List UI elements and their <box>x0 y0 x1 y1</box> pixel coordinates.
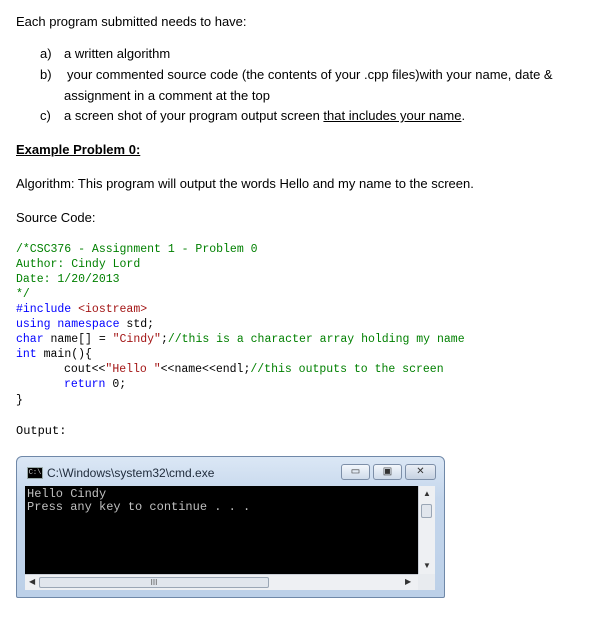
req-b-text-2: assignment in a comment at the top <box>64 88 270 103</box>
code-comment: //this outputs to the screen <box>250 363 444 376</box>
req-c-text <box>64 108 465 123</box>
code-comment-line: Date: 1/20/2013 <box>16 273 120 286</box>
source-label: Source Code: <box>16 210 96 225</box>
code-keyword: return <box>64 378 106 391</box>
code-text: main(){ <box>36 348 92 361</box>
vertical-scroll-thumb[interactable] <box>421 504 432 518</box>
code-string: "Hello " <box>105 363 161 376</box>
scroll-right-icon[interactable]: ▶ <box>405 577 412 586</box>
code-string: "Cindy" <box>112 333 161 346</box>
req-a-marker: a) <box>40 46 52 61</box>
console-line: Press any key to continue . . . <box>27 500 251 514</box>
horizontal-scrollbar[interactable] <box>25 574 418 590</box>
code-cout-line <box>64 363 444 376</box>
code-text: cout<< <box>64 363 106 376</box>
code-text: <<name<<endl; <box>160 363 251 376</box>
code-return-line <box>64 378 126 391</box>
code-text: name[] = <box>43 333 113 346</box>
code-text: ; <box>160 333 168 346</box>
code-keyword: int <box>16 348 37 361</box>
minimize-button[interactable]: ▭ <box>341 464 370 480</box>
code-main-line <box>16 348 92 361</box>
resize-grip[interactable] <box>418 574 435 590</box>
code-comment-line: */ <box>16 288 30 301</box>
cmd-icon: C:\ <box>28 469 42 477</box>
code-text: std; <box>119 318 155 331</box>
code-comment-line: /*CSC376 - Assignment 1 - Problem 0 <box>16 243 258 256</box>
output-label: Output: <box>16 424 67 438</box>
horizontal-scroll-thumb[interactable]: III <box>39 577 269 588</box>
intro-text: Each program submitted needs to have: <box>16 14 247 29</box>
scroll-up-icon[interactable]: ▲ <box>423 489 431 498</box>
req-c-pre: a screen shot of your program output screen <box>64 108 324 123</box>
cmd-window <box>16 456 445 598</box>
req-b-marker: b) <box>40 67 52 82</box>
req-b-text-1: your commented source code (the contents of your .cpp files)with your name, date & <box>67 67 553 82</box>
example-heading: Example Problem 0: <box>16 142 141 157</box>
cmd-window-title: C:\Windows\system32\cmd.exe <box>47 466 215 480</box>
code-keyword: char <box>16 333 44 346</box>
cmd-titlebar[interactable] <box>17 457 444 485</box>
code-keyword: using namespace <box>16 318 120 331</box>
maximize-button[interactable]: ▣ <box>373 464 402 480</box>
vertical-scrollbar[interactable] <box>418 486 435 574</box>
close-button[interactable]: ✕ <box>405 464 436 480</box>
code-close-brace: } <box>16 394 23 407</box>
code-comment: //this is a character array holding my name <box>167 333 465 346</box>
req-c-underlined: that includes your name <box>323 108 462 123</box>
req-c-marker: c) <box>40 108 51 123</box>
req-a-text: a written algorithm <box>64 46 171 61</box>
code-library: <iostream> <box>71 303 148 316</box>
code-text: 0; <box>105 378 127 391</box>
code-include-line <box>16 303 147 316</box>
algorithm-text: Algorithm: This program will output the words Hello and my name to the screen. <box>16 176 474 191</box>
code-using-line <box>16 318 154 331</box>
req-c-post: . <box>461 108 466 123</box>
console-line: Hello Cindy <box>27 487 107 501</box>
code-keyword: #include <box>16 303 72 316</box>
scroll-left-icon[interactable]: ◀ <box>29 577 36 586</box>
code-comment-line: Author: Cindy Lord <box>16 258 141 271</box>
scroll-down-icon[interactable]: ▼ <box>423 561 431 570</box>
console-output[interactable] <box>25 486 418 574</box>
code-char-line <box>16 333 465 346</box>
